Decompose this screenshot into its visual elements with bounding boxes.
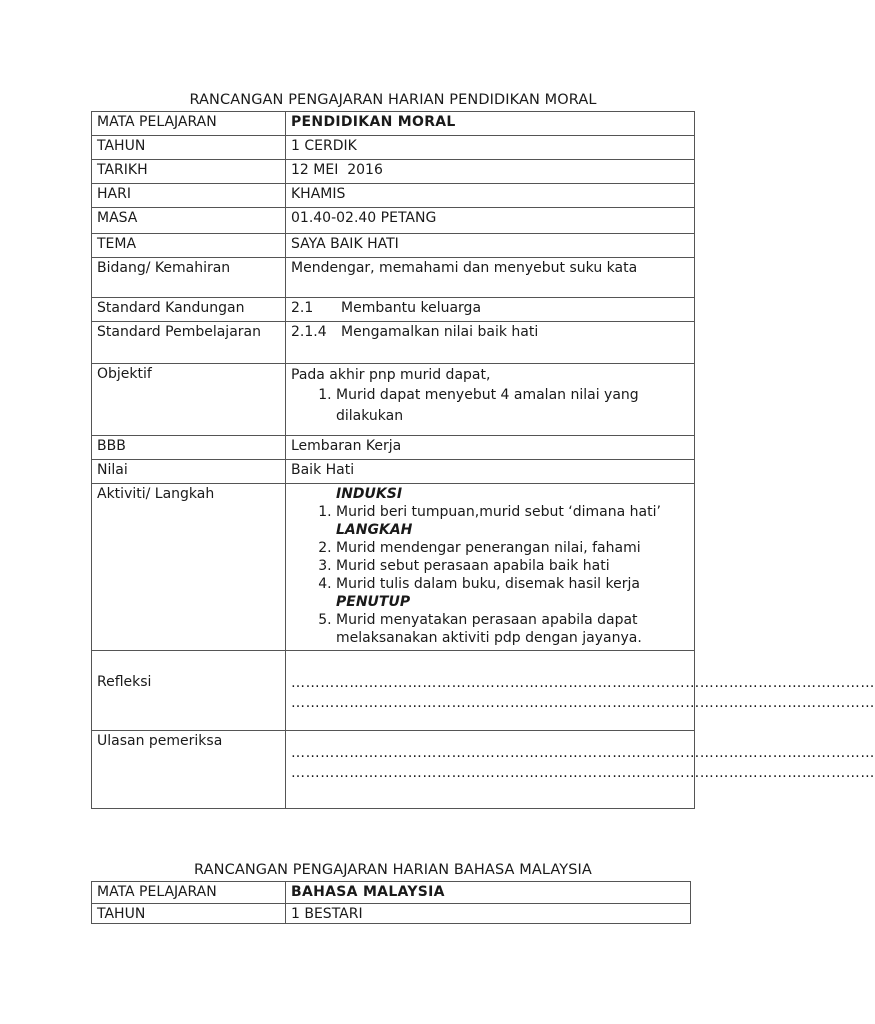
row-value: Lembaran Kerja <box>286 436 695 460</box>
plan2-table <box>91 881 691 924</box>
row-label: TARIKH <box>92 160 286 184</box>
row-label: MATA PELAJARAN <box>92 882 286 904</box>
table-row <box>92 484 695 651</box>
dotted-line: ………………………………………………………………………………………………………… <box>291 675 875 691</box>
section-heading-induksi: INDUKSI <box>336 486 403 502</box>
section-heading-penutup: PENUTUP <box>336 594 411 610</box>
reviewer-lines <box>286 731 875 809</box>
table-row <box>92 160 695 184</box>
subject-value: PENDIDIKAN MORAL <box>286 112 695 136</box>
row-label: TEMA <box>92 234 286 258</box>
table-row <box>92 460 695 484</box>
row-label: Objektif <box>92 364 286 436</box>
row-value: 1 CERDIK <box>286 136 695 160</box>
row-label: Standard Pembelajaran <box>92 322 286 364</box>
row-value <box>286 298 695 322</box>
table-row <box>92 364 695 436</box>
standard-text: Membantu keluarga <box>341 300 482 316</box>
row-label: Nilai <box>92 460 286 484</box>
table-row <box>92 322 695 364</box>
row-value: 12 MEI 2016 <box>286 160 695 184</box>
dotted-line: ………………………………………………………………………………………………………… <box>291 695 875 711</box>
list-item: 1. Murid dapat menyebut 4 amalan nilai yang dilakukan <box>336 385 689 427</box>
row-value <box>286 322 695 364</box>
table-row <box>92 298 695 322</box>
table-row <box>92 184 695 208</box>
row-value <box>286 364 695 436</box>
langkah-list <box>291 539 689 593</box>
plan1-title: RANCANGAN PENGAJARAN HARIAN PENDIDIKAN MORAL <box>189 92 597 108</box>
dotted-line: ………………………………………………………………………………………………………… <box>291 745 875 761</box>
row-label: MATA PELAJARAN <box>92 112 286 136</box>
section-heading-langkah: LANGKAH <box>336 522 413 538</box>
standard-code: 2.1.4 <box>291 324 327 340</box>
table-row <box>92 136 695 160</box>
table-row <box>92 904 691 924</box>
table-row <box>92 651 695 731</box>
table-row <box>92 436 695 460</box>
list-item: 4. Murid tulis dalam buku, disemak hasil kerja <box>336 575 689 593</box>
subject-value: BAHASA MALAYSIA <box>286 882 691 904</box>
row-label: Ulasan pemeriksa <box>92 731 286 809</box>
list-item: 2. Murid mendengar penerangan nilai, fahami <box>336 539 689 557</box>
row-value: KHAMIS <box>286 184 695 208</box>
row-label: Standard Kandungan <box>92 298 286 322</box>
dotted-line: ………………………………………………………………………………………………………… <box>291 765 875 781</box>
standard-code: 2.1 <box>291 300 314 316</box>
row-value: 01.40-02.40 PETANG <box>286 208 695 234</box>
row-value: Mendengar, memahami dan menyebut suku kata <box>286 258 695 298</box>
table-row <box>92 882 691 904</box>
row-label: Bidang/ Kemahiran <box>92 258 286 298</box>
table-row <box>92 731 695 809</box>
objective-list <box>291 385 689 427</box>
list-item: 1. Murid beri tumpuan,murid sebut ‘dimana hati’ <box>336 503 689 521</box>
activity-cell <box>286 484 695 651</box>
list-item: 5. Murid menyatakan perasaan apabila dapat melaksanakan aktiviti pdp dengan jayanya. <box>336 611 689 647</box>
row-value: 1 BESTARI <box>286 904 691 924</box>
row-label: HARI <box>92 184 286 208</box>
penutup-list <box>291 611 689 647</box>
objective-intro: Pada akhir pnp murid dapat, <box>291 367 491 383</box>
row-value: Baik Hati <box>286 460 695 484</box>
row-label: MASA <box>92 208 286 234</box>
row-label: BBB <box>92 436 286 460</box>
plan1-table <box>91 111 875 809</box>
list-item: 3. Murid sebut perasaan apabila baik hati <box>336 557 689 575</box>
row-label: Refleksi <box>92 651 286 731</box>
row-label: Aktiviti/ Langkah <box>92 484 286 651</box>
reflection-lines <box>286 651 875 731</box>
table-row <box>92 234 695 258</box>
standard-text: Mengamalkan nilai baik hati <box>341 324 539 340</box>
table-row <box>92 112 695 136</box>
row-label: TAHUN <box>92 136 286 160</box>
row-label: TAHUN <box>92 904 286 924</box>
plan2-title: RANCANGAN PENGAJARAN HARIAN BAHASA MALAYSIA <box>194 862 592 878</box>
table-row <box>92 258 695 298</box>
table-row <box>92 208 695 234</box>
induksi-list <box>291 503 689 521</box>
row-value: SAYA BAIK HATI <box>286 234 695 258</box>
